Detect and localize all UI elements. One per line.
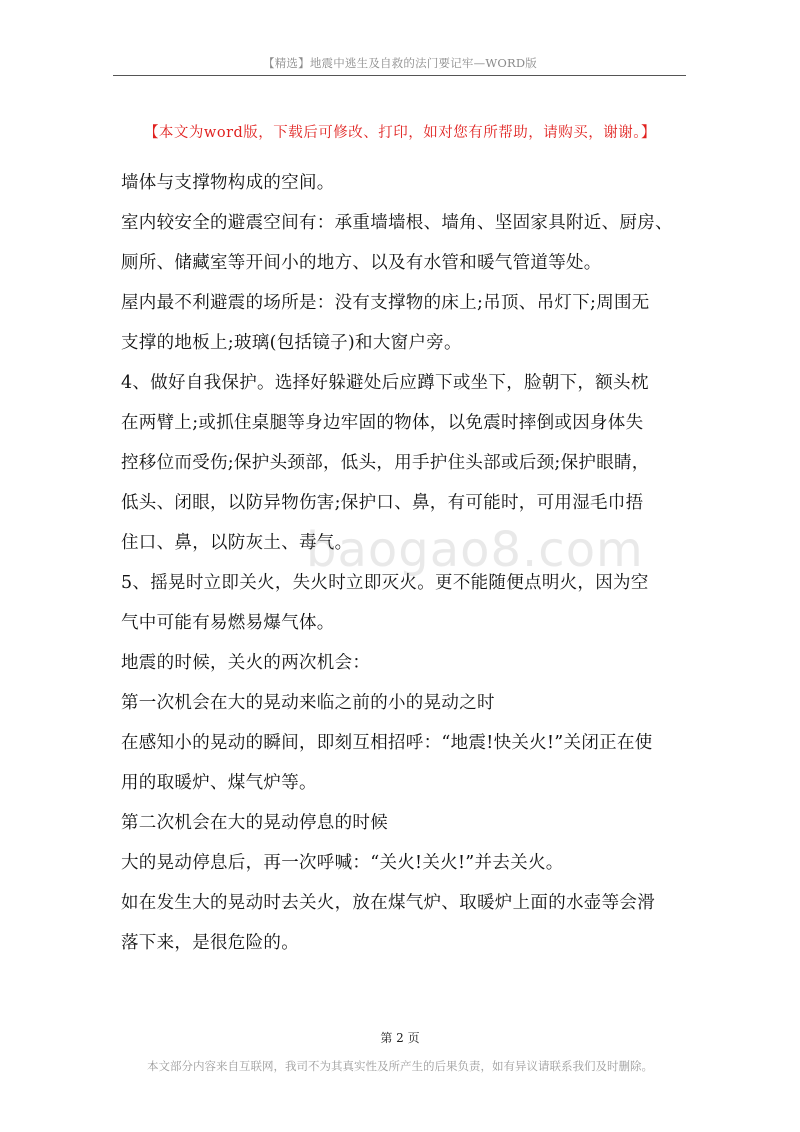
body-line: 屋内最不利避震的场所是：没有支撑物的床上;吊顶、吊灯下;周围无 [121,293,650,313]
body-line: 低头、闭眼，以防异物伤害;保护口、鼻，有可能时，可用湿毛巾捂 [121,493,644,513]
body-line: 地震的时候，关火的两次机会： [121,653,371,673]
body-line: 第一次机会在大的晃动来临之前的小的晃动之时 [121,693,495,713]
body-line: 如在发生大的晃动时去关火，放在煤气炉、取暖炉上面的水壶等会滑 [121,893,655,913]
body-line: 5、摇晃时立即关火，失火时立即灭火。更不能随便点明火，因为空 [121,573,649,593]
body-line: 在感知小的晃动的瞬间，即刻互相招呼：“地震!快关火!”关闭正在使 [121,733,653,753]
body-line: 气中可能有易燃易爆气体。 [121,613,335,633]
body-line: 控移位而受伤;保护头颈部，低头，用手护住头部或后颈;保护眼睛， [121,453,650,473]
body-line: 在两臂上;或抓住桌腿等身边牢固的物体，以免震时摔倒或因身体失 [121,413,644,433]
body-line: 4、做好自我保护。选择好躲避处后应蹲下或坐下，脸朝下，额头枕 [121,373,649,393]
footer-disclaimer: 本文部分内容来自互联网，我司不为其真实性及所产生的后果负责，如有异议请联系我们及时删除。 [147,1059,653,1073]
body-line: 用的取暖炉、煤气炉等。 [121,773,317,793]
page-number: 第 2 页 [380,1031,420,1045]
header-divider [113,75,686,76]
body-line: 住口、鼻，以防灰土、毒气。 [121,533,353,553]
body-line: 落下来，是很危险的。 [121,933,299,953]
page-header-title: 【精选】地震中逃生及自救的法门要记牢—WORD版 [263,56,537,70]
body-line: 大的晃动停息后，再一次呼喊：“关火!关火!”并去关火。 [121,853,564,873]
body-line: 支撑的地板上;玻璃(包括镜子)和大窗户旁。 [121,333,462,353]
body-line: 厕所、储藏室等开间小的地方、以及有水管和暖气管道等处。 [121,253,602,273]
body-line: 室内较安全的避震空间有：承重墙墙根、墙角、坚固家具附近、厨房、 [121,213,673,233]
download-notice: 【本文为word版，下载后可修改、打印，如对您有所帮助，请购买，谢谢。】 [143,125,657,141]
body-line: 墙体与支撑物构成的空间。 [121,173,335,193]
body-line: 第二次机会在大的晃动停息的时候 [121,813,388,833]
site-watermark: baogao8.com [306,522,644,578]
